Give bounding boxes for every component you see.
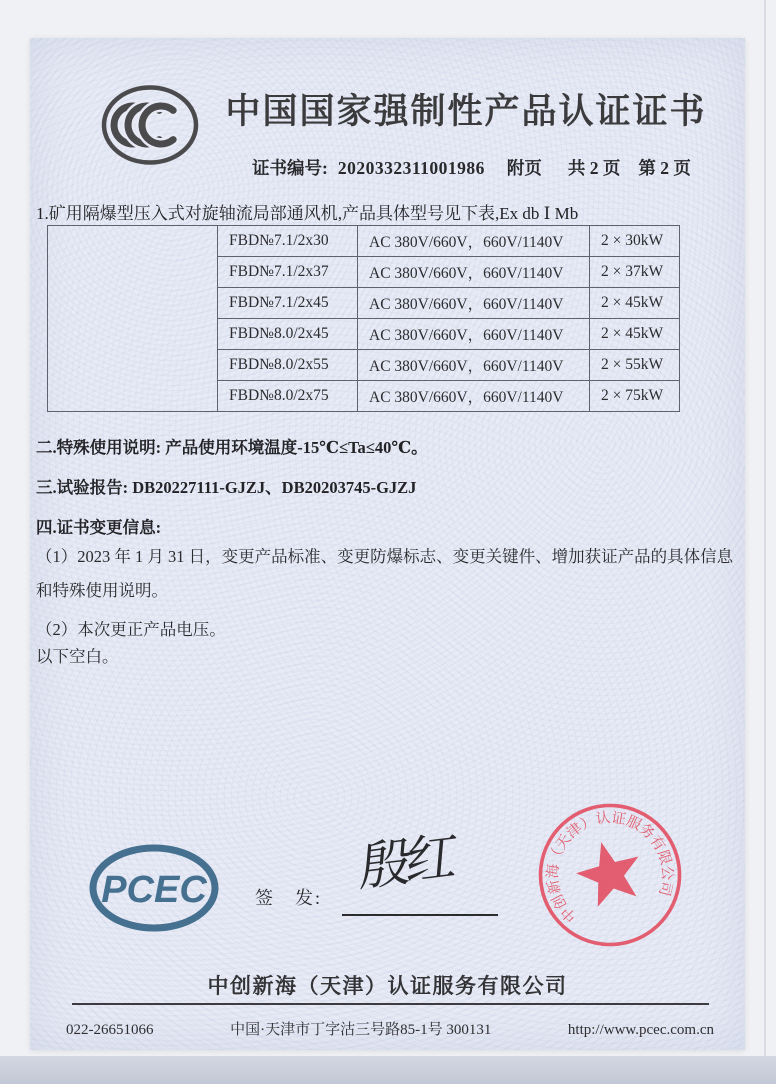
blank-below-note: 以下空白。 bbox=[36, 647, 119, 666]
pcec-logo-text: PCEC bbox=[101, 869, 207, 911]
power-cell: 2 × 55kW bbox=[590, 350, 680, 381]
model-cell: FBD№7.1/2x30 bbox=[218, 226, 358, 257]
footer-phone: 022-26651066 bbox=[66, 1022, 154, 1038]
test-report-section: 三.试验报告: DB20227111-GJZJ、DB20203745-GJZJ bbox=[36, 478, 417, 497]
footer-divider bbox=[72, 1003, 709, 1005]
model-cell: FBD№8.0/2x75 bbox=[218, 381, 358, 412]
product-description: 1.矿用隔爆型压入式对旋轴流局部通风机,产品具体型号见下表,Ex db Ⅰ Mb bbox=[36, 204, 579, 223]
certificate-number-line bbox=[30, 155, 745, 180]
model-cell: FBD№8.0/2x55 bbox=[218, 350, 358, 381]
table-row bbox=[48, 226, 680, 257]
footer-website: http://www.pcec.com.cn bbox=[567, 1022, 714, 1038]
total-pages: 共 2 页 bbox=[567, 158, 621, 178]
pcec-logo-icon bbox=[88, 844, 220, 932]
voltage-cell: AC 380V/660V，660V/1140V bbox=[358, 381, 590, 412]
seal-star-icon bbox=[570, 834, 648, 910]
scan-bottom-shadow bbox=[0, 1056, 776, 1084]
table-blank-cell bbox=[48, 226, 218, 412]
handwritten-signature: 殷红 bbox=[357, 828, 455, 899]
power-cell: 2 × 37kW bbox=[590, 257, 680, 288]
footer-address: 中国·天津市丁字沽三号路85-1号 300131 bbox=[230, 1022, 492, 1038]
voltage-cell: AC 380V/660V，660V/1140V bbox=[358, 226, 590, 257]
power-cell: 2 × 30kW bbox=[590, 226, 680, 257]
current-page: 第 2 页 bbox=[638, 158, 691, 178]
certificate-page bbox=[30, 38, 745, 1050]
cert-number-label: 证书编号: bbox=[252, 158, 328, 178]
company-seal-stamp bbox=[534, 799, 686, 951]
attachment-page-label: 附页 bbox=[506, 158, 542, 178]
issue-label: 签 发: bbox=[255, 888, 323, 908]
voltage-cell: AC 380V/660V，660V/1140V bbox=[358, 257, 590, 288]
power-cell: 2 × 75kW bbox=[590, 381, 680, 412]
power-cell: 2 × 45kW bbox=[590, 319, 680, 350]
footer-info-row bbox=[66, 1018, 714, 1039]
footer-company-name: 中创新海（天津）认证服务有限公司 bbox=[207, 975, 568, 998]
voltage-cell: AC 380V/660V，660V/1140V bbox=[358, 319, 590, 350]
change-item-1: （1）2023 年 1 月 31 日，变更产品标准、变更防爆标志、变更关键件、增加获证产品的具体信息和特殊使用说明。 bbox=[36, 547, 734, 600]
change-info-title: 四.证书变更信息: bbox=[36, 518, 162, 537]
cert-number-value: 2020332311001986 bbox=[337, 158, 485, 178]
voltage-cell: AC 380V/660V，660V/1140V bbox=[358, 288, 590, 319]
page-title: 中国国家强制性产品认证证书 bbox=[225, 92, 707, 131]
change-item-2: （2）本次更正产品电压。 bbox=[36, 620, 226, 639]
power-cell: 2 × 45kW bbox=[590, 288, 680, 319]
model-cell: FBD№7.1/2x37 bbox=[218, 257, 358, 288]
model-cell: FBD№7.1/2x45 bbox=[218, 288, 358, 319]
voltage-cell: AC 380V/660V，660V/1140V bbox=[358, 350, 590, 381]
seal-company-text: 中创新海（天津）认证服务有限公司 bbox=[545, 810, 675, 925]
model-cell: FBD№8.0/2x45 bbox=[218, 319, 358, 350]
product-model-table bbox=[47, 225, 680, 412]
special-use-section: 二.特殊使用说明: 产品使用环境温度-15℃≤Ta≤40℃。 bbox=[36, 438, 428, 457]
scan-page-edge bbox=[764, 0, 766, 1084]
